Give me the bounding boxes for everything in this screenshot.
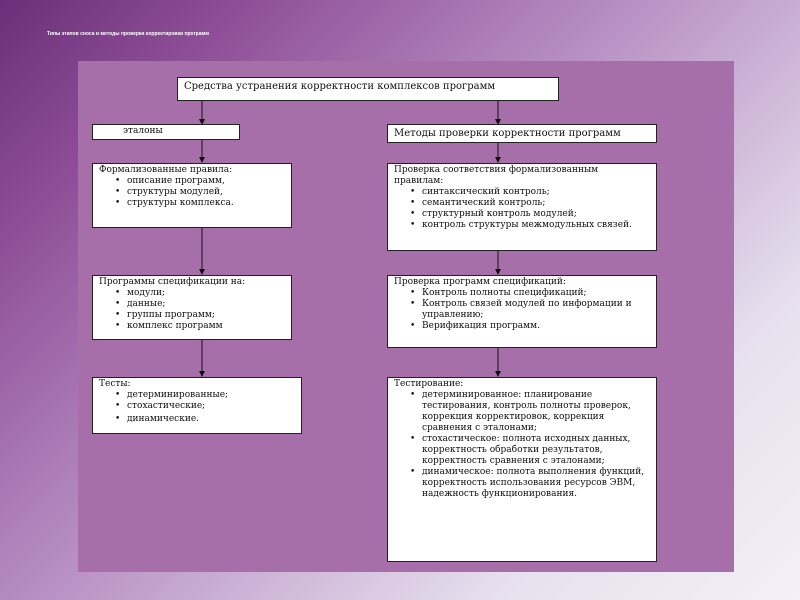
list-item: • модули; <box>115 288 285 299</box>
right-box-testing <box>387 377 657 562</box>
right-box1-title: Проверка соответствия формализованным правилам: <box>394 165 599 186</box>
list-item: • динамическое: полнота выполнения функций, корректность использования ресурсов ЭВМ, надежность функционирования. <box>410 467 650 500</box>
list-item: • Контроль полноты спецификаций; <box>410 288 650 299</box>
diagram-panel <box>78 61 734 572</box>
list-item: • детерминированные; <box>115 390 295 401</box>
list-item: • комплекс программ <box>115 321 285 332</box>
list-item: • Контроль связей модулей по информации и управлению; <box>410 299 650 321</box>
left-header-box <box>92 124 240 140</box>
right-box3-title: Тестирование: <box>394 379 464 389</box>
list-item: • семантический контроль; <box>410 198 650 209</box>
left-box-spec-programs <box>92 275 292 340</box>
list-item: • группы программ; <box>115 310 285 321</box>
left-box2-title: Программы спецификации на: <box>99 277 246 287</box>
right-header-box <box>387 124 657 143</box>
list-item: • описание программ, <box>115 176 285 187</box>
root-label: Средства устранения корректности комплексов программ <box>184 81 496 92</box>
left-box-tests <box>92 377 302 434</box>
list-item: • структуры модулей, <box>115 187 285 198</box>
left-header-label: эталоны <box>123 126 163 136</box>
list-item: • динамические. <box>115 414 295 425</box>
right-header-label: Методы проверки корректности программ <box>394 128 621 139</box>
list-item: • структурный контроль модулей; <box>410 209 650 220</box>
list-item: • структуры комплекса. <box>115 198 285 209</box>
list-item: • Верификация программ. <box>410 321 650 332</box>
root-box <box>177 77 559 101</box>
right-box-formal-check <box>387 163 657 251</box>
list-item: • стохастическое: полнота исходных данных, корректность обработки результатов, корректность сравнения с эталонами; <box>410 434 650 467</box>
slide-title: Типы этапов сноса и методы проверки корректировки программ <box>47 31 209 37</box>
list-item: • синтаксический контроль; <box>410 187 650 198</box>
list-item: • контроль структуры межмодульных связей. <box>410 220 650 231</box>
left-box-formal-rules <box>92 163 292 228</box>
right-box-spec-check <box>387 275 657 348</box>
left-box3-title: Тесты: <box>99 379 131 389</box>
left-box1-title: Формализованные правила: <box>99 165 233 175</box>
list-item: • стохастические; <box>115 401 295 412</box>
list-item: • детерминированное: планирование тестирования, контроль полноты проверок, коррекция корректировок, коррекция сравнения с эталонами; <box>410 390 650 434</box>
right-box2-title: Проверка программ спецификаций: <box>394 277 566 287</box>
list-item: • данные; <box>115 299 285 310</box>
